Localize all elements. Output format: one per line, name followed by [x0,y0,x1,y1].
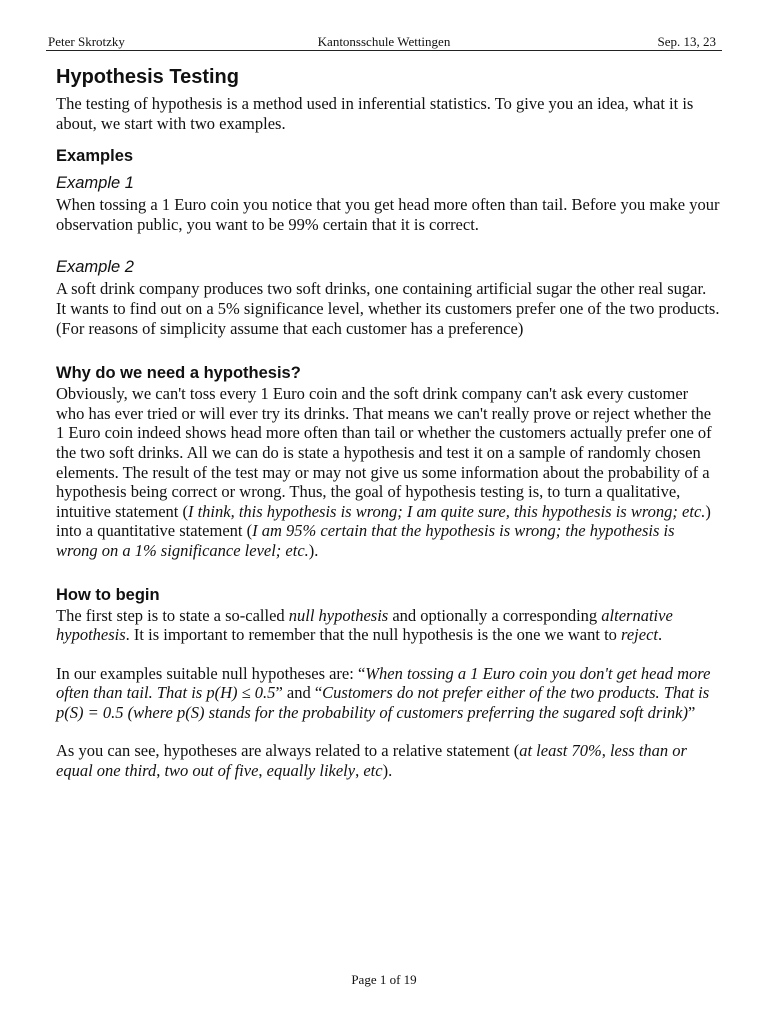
document-body [56,63,720,781]
header-school: Kantonsschule Wettingen [317,34,451,49]
begin-p1-c: . It is important to remember that the null hypothesis is the one we want to [125,625,622,645]
example2-text: A soft drink company produces two soft drinks, one containing artificial sugar the other real sugar. It wants to find out on a 5% significance level, whether its customers prefer one of the two products. (For reasons of simplicity assume that each customer has a preference) [56,279,720,338]
begin-p3-i1: at least 70% [519,741,602,761]
begin-p1-i1: null hypothesis [288,605,389,625]
example1-title: Example 1 [56,174,134,193]
begin-p2-b: ” and “ [275,683,323,703]
begin-p2-i2: Customers do not prefer either of the two products. That is p(S) = 0.5 (where p(S) stands for the probability of customers preferring the sugared soft drink) [56,683,710,722]
begin-p1-a: The first step is to state a so-called [56,605,289,625]
why-paragraph [56,384,720,560]
begin-p3-i2: less than or equal one third [56,741,687,781]
begin-paragraph-2 [56,664,720,723]
begin-p1-d: . [658,625,663,645]
intro-paragraph: The testing of hypothesis is a method used in inferential statistics. To give you an idea, what it is about, we start with two examples. [56,94,694,133]
examples-heading: Examples [56,147,134,166]
begin-paragraph-1 [56,606,720,645]
begin-p3-i5: etc [363,761,383,781]
begin-p1-i2: alternative hypothesis [56,605,673,645]
begin-p3-d: , [258,761,267,781]
begin-paragraph-3 [56,741,720,780]
page-header [46,34,722,51]
why-text-b: ) into a quantitative statement ( [56,501,711,541]
header-author: Peter Skrotzky [48,34,125,49]
why-text-c: ). [308,540,319,560]
begin-p3-c: , [156,761,165,781]
begin-p3-a: As you can see, hypotheses are always related to a relative statement ( [56,741,520,761]
begin-heading: How to begin [56,585,160,604]
why-italic-b: I am 95% certain that the hypothesis is wrong; the hypothesis is wrong on a 1% significance level; etc. [56,521,675,560]
begin-p1-b: and optionally a corresponding [388,605,602,625]
begin-p3-f: ). [382,761,393,781]
begin-p3-i4: equally likely [266,761,356,781]
begin-p3-i3: two out of five [164,761,259,781]
why-text-a: Obviously, we can't toss every 1 Euro coin and the soft drink company can't ask every customer who has ever tried or will ever try its drinks. That means we can't really prove or reject whether the 1 Euro coin indeed shows head more often than tail or whether the customers actually prefer one of the two soft drinks. All we can do is state a hypothesis and test it on a sample of randomly chosen elements. The result of the test may or may not give us some information about the probability of a hypothesis being correct or wrong. Thus, the goal of hypothesis testing is, to turn a qualitative, intuitive statement ( [56,384,712,521]
begin-p2-a: In our examples suitable null hypotheses are: “ [56,663,366,683]
begin-p1-i3: reject [621,625,658,645]
example1-text: When tossing a 1 Euro coin you notice that you get head more often than tail. Before you make your observation public, you want to be 99% certain that it is correct. [56,195,720,234]
begin-p3-e: , [355,761,364,781]
header-date: Sep. 13, 23 [657,34,716,49]
begin-p2-c: ” [687,702,696,722]
page-title: Hypothesis Testing [56,66,239,88]
begin-p2-i1: When tossing a 1 Euro coin you don't get head more often than tail. That is p(H) ≤ 0.5 [56,663,711,703]
page-footer: Page 1 of 19 [351,972,417,987]
why-italic-a: I think, this hypothesis is wrong; I am quite sure, this hypothesis is wrong; etc. [187,501,706,521]
example2-title: Example 2 [56,258,134,277]
begin-p3-b: , [601,741,610,761]
why-heading: Why do we need a hypothesis? [56,364,301,383]
